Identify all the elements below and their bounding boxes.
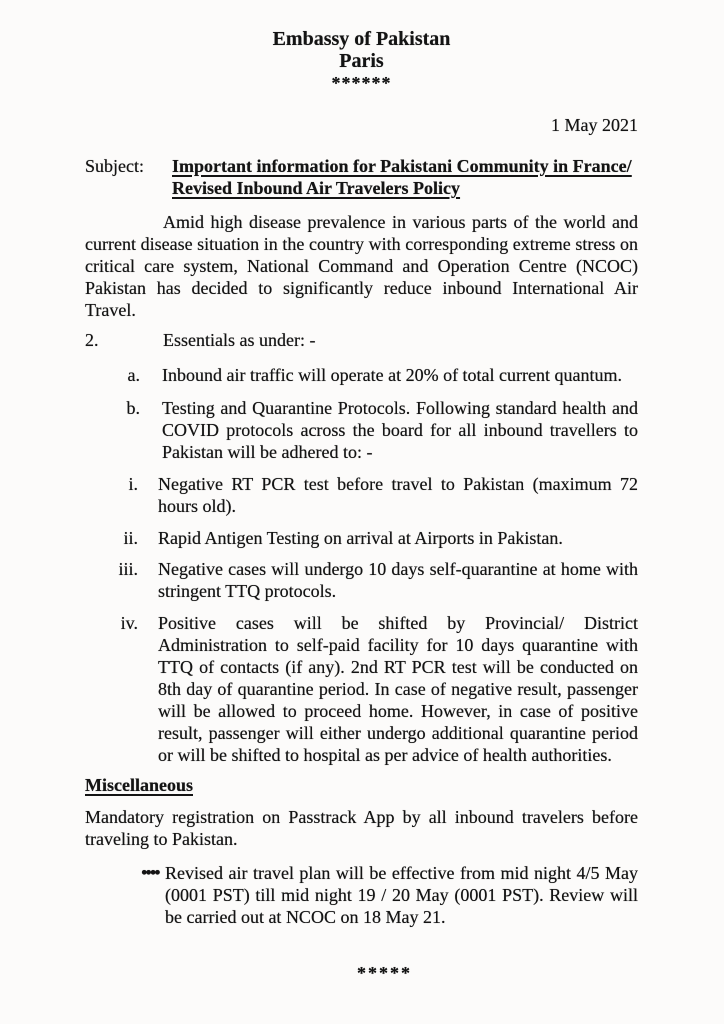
list-item-ii-marker: ii. (123, 528, 138, 548)
list-item-ii (85, 527, 638, 549)
subject-line-2: Revised Inbound Air Travelers Policy (172, 178, 461, 198)
section-2 (85, 329, 638, 351)
letterhead (85, 28, 638, 94)
footer-separator-stars: ***** (357, 963, 412, 983)
miscellaneous-heading: Miscellaneous (85, 775, 193, 795)
list-item-b (85, 397, 638, 463)
header-separator-stars: ****** (331, 73, 392, 93)
list-item-iii-text: Negative cases will undergo 10 days self-quarantine at home with stringent TTQ protocols. (158, 559, 638, 601)
list-item-a-marker: a. (127, 365, 140, 385)
embassy-name: Embassy of Pakistan (272, 28, 451, 50)
list-item-b-text: Testing and Quarantine Protocols. Following standard health and COVID protocols across the board for all inbound travellers to Pakistan will be adhered to: - (162, 398, 638, 462)
list-item-b-marker: b. (126, 398, 140, 418)
list-item-a (85, 364, 638, 386)
list-item-iv (85, 612, 638, 766)
list-item-a-text: Inbound air traffic will operate at 20% of total current quantum. (162, 365, 623, 385)
bullet-item-text: Revised air travel plan will be effective from mid night 4/5 May (0001 PST) till mid night 19 / 20 May (0001 PST). Review will be carried out at NCOC on 18 May 21. (165, 863, 638, 927)
subject-label: Subject: (85, 156, 144, 176)
embassy-city: Paris (339, 50, 384, 72)
list-item-ii-text: Rapid Antigen Testing on arrival at Airports in Pakistan. (158, 528, 563, 548)
list-item-i (85, 473, 638, 517)
list-item-i-marker: i. (128, 474, 138, 494)
list-item-iii (85, 558, 638, 602)
subject-block (85, 155, 638, 199)
bullet-dots-icon: •••• (141, 863, 159, 882)
mandatory-registration-paragraph: Mandatory registration on Passtrack App by all inbound travelers before traveling to Pakistan. (85, 807, 638, 849)
list-item-iv-text: Positive cases will be shifted by Provincial/ District Administration to self-paid facility for 10 days quarantine with TTQ of contacts (if any). 2nd RT PCR test will be conducted on 8th day of quarantine period. In case of negative result, passenger will be allowed to proceed home. However, in case of positive result, passenger will either undergo additional quarantine period or will be shifted to hospital as per advice of health authorities. (158, 613, 638, 765)
list-item-i-text: Negative RT PCR test before travel to Pakistan (maximum 72 hours old). (158, 474, 638, 516)
list-item-iv-marker: iv. (120, 613, 138, 633)
section-2-number: 2. (85, 330, 99, 350)
list-item-iii-marker: iii. (118, 559, 138, 579)
document-date: 1 May 2021 (551, 115, 638, 135)
section-2-text: Essentials as under: - (163, 330, 316, 350)
subject-line-1: Important information for Pakistani Community in France/ (172, 156, 632, 176)
bullet-item-revised-plan (85, 862, 638, 928)
intro-paragraph: Amid high disease prevalence in various parts of the world and current disease situation in the country with corresponding extreme stress on critical care system, National Command and Operation Centre (NCOC) Pakistan has decided to significantly reduce inbound International Air Travel. (85, 212, 638, 320)
subject-text (172, 155, 632, 199)
